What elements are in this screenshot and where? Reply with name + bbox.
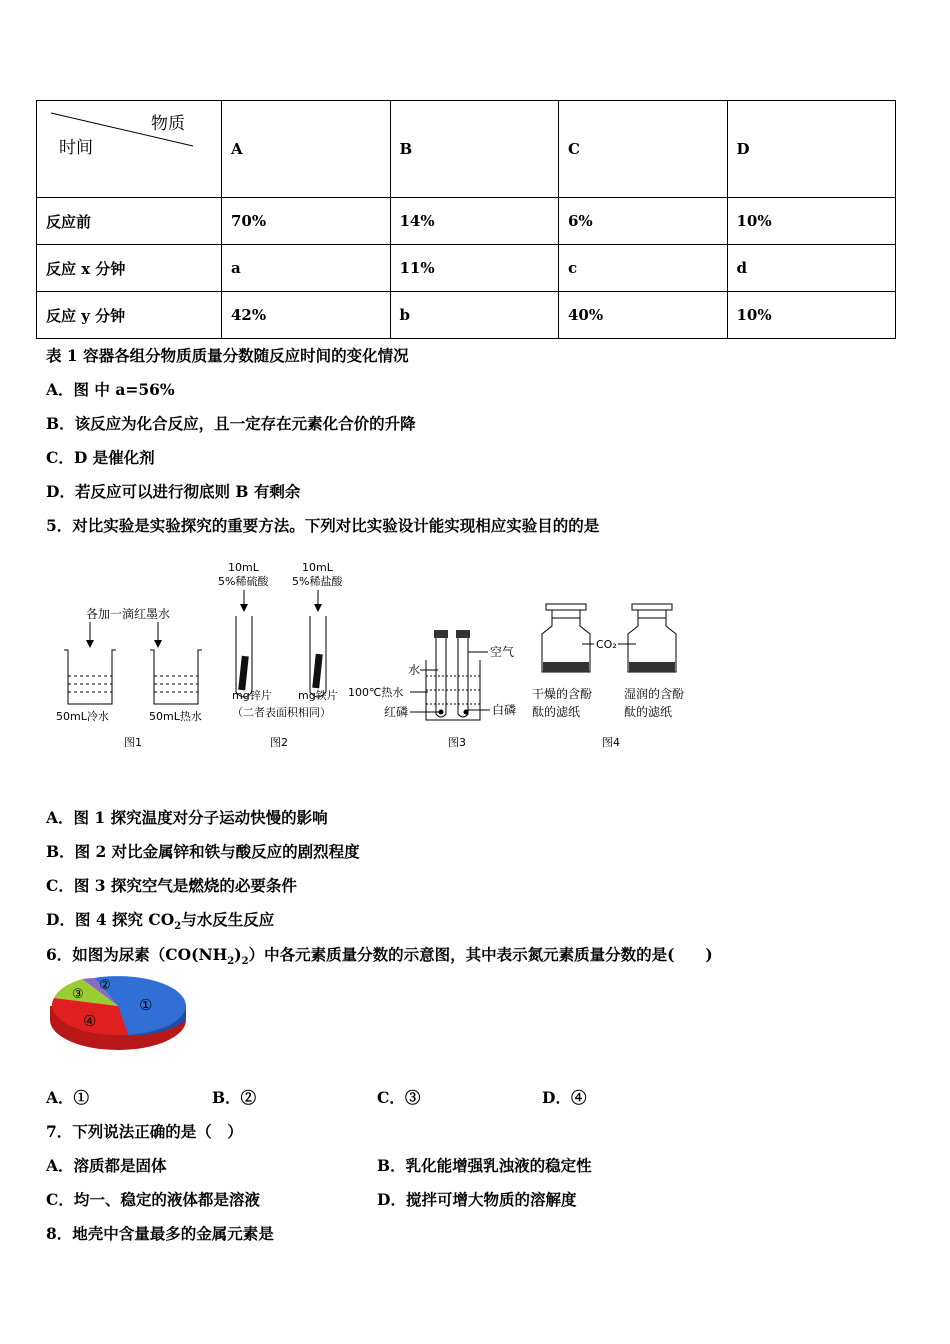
q6-option-d: D．④ (542, 1088, 587, 1107)
test-tube-white-p (458, 638, 468, 717)
col-header-c: C (559, 101, 728, 198)
pie-label-2: ② (99, 978, 111, 993)
q6-stem: 6．如图为尿素$(CO(NH_2)_2)$中各元素质量分数的示意图，其中表示氮元素质量分数的是( ) (46, 945, 713, 968)
fig2-caption: 图2 (270, 736, 288, 749)
table-row (37, 198, 896, 245)
table-cell: c (559, 245, 728, 292)
q6-option-a: A．① (46, 1088, 90, 1107)
q8-stem: 8．地壳中含量最多的金属元素是 (46, 1224, 274, 1243)
fig3-white-p: 白磷 (492, 703, 517, 717)
col-header-d: D (727, 101, 896, 198)
fig3-red-p: 红磷 (384, 705, 409, 719)
table-header-row (37, 101, 896, 198)
q5-stem: 5．对比实验是实验探究的重要方法。下列对比实验设计能实现相应实验目的的是 (46, 516, 600, 535)
mass-fraction-table (36, 100, 896, 339)
fig2-acid1-name: 5%稀硫酸 (218, 575, 269, 588)
table-corner-cell (37, 101, 222, 198)
q6-option-b: B．② (212, 1088, 257, 1107)
table-cell: d (727, 245, 896, 292)
fig1-caption: 图1 (124, 736, 142, 749)
fig3-air: 空气 (490, 645, 515, 659)
fig2-metal1: mg锌片 (232, 689, 272, 702)
table-cell: b (390, 292, 559, 339)
fig2-acid2-amount: 10mL (302, 561, 333, 574)
table-cell: 10% (727, 198, 896, 245)
table-cell: 6% (559, 198, 728, 245)
table-cell: 11% (390, 245, 559, 292)
q4-option-c: C．D 是催化剂 (46, 448, 155, 467)
q4-option-d: D．若反应可以进行彻底则 B 有剩余 (46, 482, 301, 501)
fig4-gas: CO₂ (596, 638, 617, 651)
test-tube-red-p (436, 638, 446, 717)
fig4-dry-line1: 干燥的含酚 (532, 687, 593, 701)
fig2-note: （二者表面积相同） (232, 706, 331, 719)
q5-option-d: D．图 4 探究 $CO_2$与水反生反应 (46, 910, 275, 933)
q4-option-b: B．该反应为化合反应，且一定存在元素化合价的升降 (46, 414, 416, 433)
fig4-wet-line2: 酞的滤纸 (624, 705, 673, 719)
col-header-a: A (222, 101, 391, 198)
q4-option-a: A．图 中 a=56% (46, 380, 175, 399)
table-cell: 14% (390, 198, 559, 245)
cold-beaker (64, 650, 116, 704)
row-label: 反应 y 分钟 (37, 292, 222, 339)
pie-label-4: ④ (83, 1012, 97, 1030)
figure-3 (348, 630, 516, 749)
fig1-right-label: 50mL热水 (149, 710, 202, 723)
pie-label-3: ③ (72, 987, 84, 1002)
fig2-acid1-amount: 10mL (228, 561, 259, 574)
fig4-dry-line2: 酞的滤纸 (532, 705, 581, 719)
q7-option-c: C．均一、稳定的液体都是溶液 (46, 1190, 260, 1209)
table-cell: 10% (727, 292, 896, 339)
q7-option-d: D．搅拌可增大物质的溶解度 (377, 1190, 577, 1209)
q7-stem: 7．下列说法正确的是（ ） (46, 1122, 243, 1141)
hot-beaker (150, 650, 202, 704)
row-label: 反应前 (37, 198, 222, 245)
table-caption: 表 1 容器各组分物质质量分数随反应时间的变化情况 (46, 346, 409, 365)
table-cell: 70% (222, 198, 391, 245)
table-cell: 40% (559, 292, 728, 339)
figure-4 (532, 604, 684, 749)
fig2-acid2-name: 5%稀盐酸 (292, 575, 343, 588)
fig1-left-label: 50mL冷水 (56, 710, 109, 723)
fig3-caption: 图3 (448, 736, 466, 749)
corner-label-time: 时间 (59, 138, 93, 158)
row-label: 反应 x 分钟 (37, 245, 222, 292)
corner-label-substance: 物质 (151, 114, 185, 134)
q7-option-b: B．乳化能增强乳浊液的稳定性 (377, 1156, 592, 1175)
table-cell: a (222, 245, 391, 292)
q5-option-a: A．图 1 探究温度对分子运动快慢的影响 (46, 808, 328, 827)
figure-1 (56, 606, 202, 749)
urea-pie-chart (46, 968, 191, 1058)
experiment-figures (46, 556, 706, 756)
fig3-hot-water: 100℃热水 (348, 686, 404, 699)
table-row (37, 245, 896, 292)
fig4-wet-line1: 湿润的含酚 (624, 687, 685, 701)
col-header-b: B (390, 101, 559, 198)
q5-option-b: B．图 2 对比金属锌和铁与酸反应的剧烈程度 (46, 842, 360, 861)
q6-option-c: C．③ (377, 1088, 421, 1107)
pie-label-1: ① (139, 996, 153, 1014)
q5-option-c: C．图 3 探究空气是燃烧的必要条件 (46, 876, 297, 895)
table-row (37, 292, 896, 339)
fig1-top-label: 各加一滴红墨水 (86, 607, 171, 621)
fig3-water: 水 (408, 663, 421, 677)
table-cell: 42% (222, 292, 391, 339)
figure-2 (218, 561, 343, 749)
q7-option-a: A．溶质都是固体 (46, 1156, 167, 1175)
fig4-caption: 图4 (602, 736, 620, 749)
fig2-metal2: mg铁片 (298, 689, 338, 702)
